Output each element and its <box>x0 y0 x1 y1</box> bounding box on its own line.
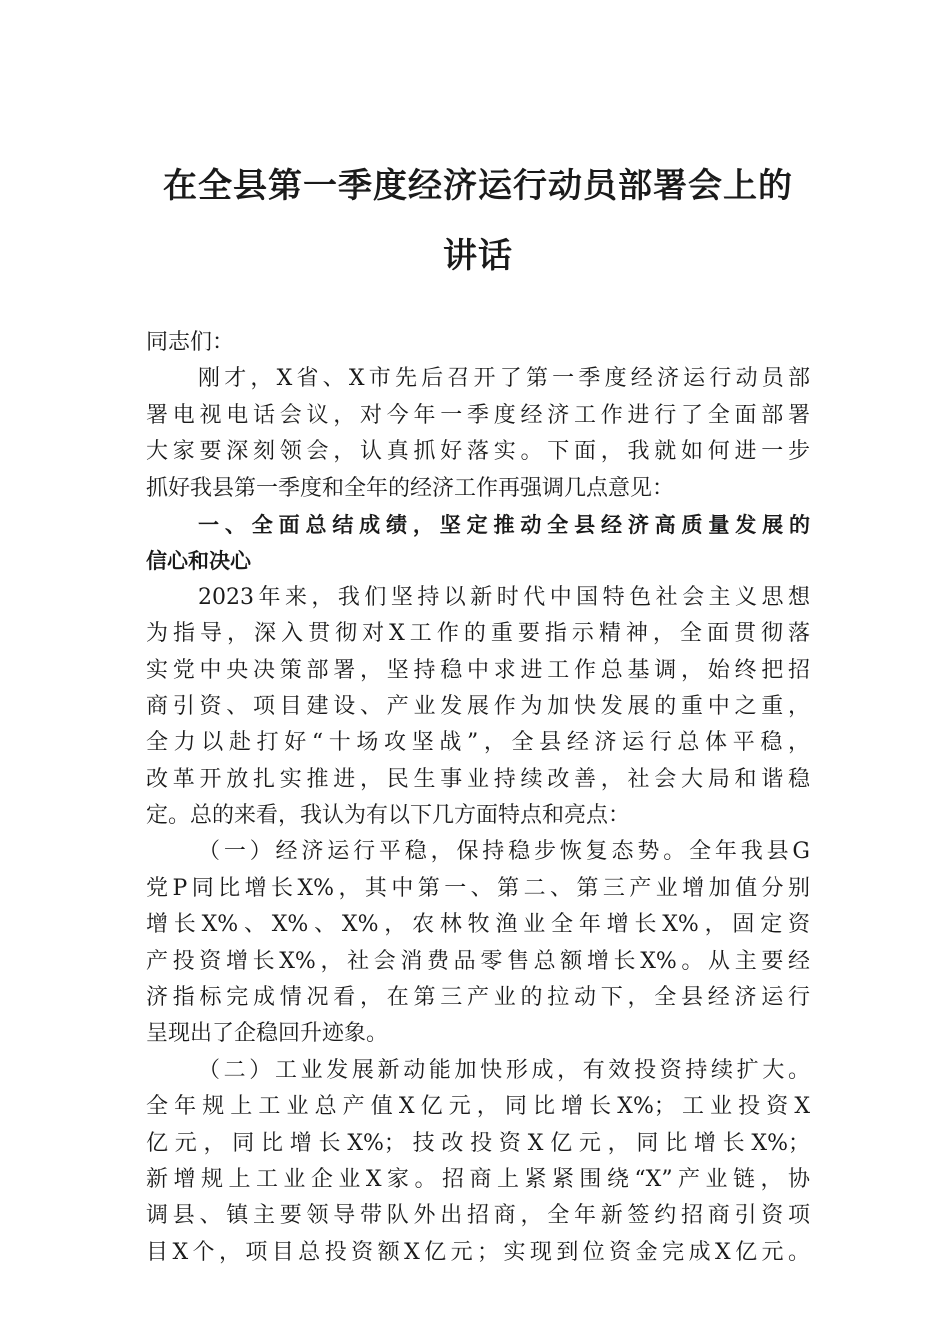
paragraph-line: 增长X%、X%、X%，农林牧渔业全年增长X%，固定资 <box>146 912 810 938</box>
paragraph-line: （二）工业发展新动能加快形成，有效投资持续扩大。 <box>198 1057 810 1083</box>
title-line-2: 讲话 <box>443 236 513 276</box>
salutation: 同志们： <box>146 330 235 355</box>
paragraph-line: 改革开放扎实推进，民生事业持续改善，社会大局和谐稳 <box>146 766 810 792</box>
paragraph-line: 产投资增长X%，社会消费品零售总额增长X%。从主要经 <box>146 948 810 974</box>
paragraph-line: 大家要深刻领会，认真抓好落实。下面，我就如何进一步 <box>146 439 810 465</box>
paragraph-line: 商引资、项目建设、产业发展作为加快发展的重中之重， <box>146 693 810 719</box>
paragraph-line: 调县、镇主要领导带队外出招商，全年新签约招商引资项 <box>146 1203 810 1229</box>
paragraph-line: 为指导，深入贯彻对X工作的重要指示精神，全面贯彻落 <box>146 621 810 647</box>
paragraph-line: 济指标完成情况看，在第三产业的拉动下，全县经济运行 <box>146 985 810 1011</box>
document-body <box>146 325 810 1271</box>
paragraph-line: 2023年来，我们坚持以新时代中国特色社会主义思想 <box>198 584 810 610</box>
paragraph-line: 署电视电话会议，对今年一季度经济工作进行了全面部署 <box>146 402 810 428</box>
title-line-1: 在全县第一季度经济运行动员部署会上的 <box>163 166 793 206</box>
paragraph-line: 党P同比增长X%，其中第一、第二、第三产业增加值分别 <box>146 875 810 901</box>
paragraph-line: 亿元，同比增长X%；技改投资X亿元，同比增长X%； <box>146 1130 810 1156</box>
paragraph-line: 定。总的来看，我认为有以下几方面特点和亮点： <box>146 803 631 829</box>
paragraph-line: 抓好我县第一季度和全年的经济工作再强调几点意见： <box>146 475 675 501</box>
paragraph-line: 新增规上工业企业X家。招商上紧紧围绕“X”产业链，协 <box>146 1166 810 1192</box>
section-heading: 信心和决心 <box>146 549 251 574</box>
paragraph-line: 全年规上工业总产值X亿元，同比增长X%；工业投资X <box>146 1094 810 1120</box>
paragraph-line: （一）经济运行平稳，保持稳步恢复态势。全年我县G <box>198 839 810 865</box>
paragraph-line: 刚才，X省、X市先后召开了第一季度经济运行动员部 <box>198 366 810 392</box>
paragraph-line: 全力以赴打好“十场攻坚战”，全县经济运行总体平稳， <box>146 730 810 756</box>
paragraph-line: 实党中央决策部署，坚持稳中求进工作总基调，始终把招 <box>146 657 810 683</box>
section-heading: 一、全面总结成绩，坚定推动全县经济高质量发展的 <box>198 512 810 537</box>
paragraph-line: 呈现出了企稳回升迹象。 <box>146 1021 389 1047</box>
paragraph-line: 目X个，项目总投资额X亿元；实现到位资金完成X亿元。 <box>146 1239 810 1265</box>
